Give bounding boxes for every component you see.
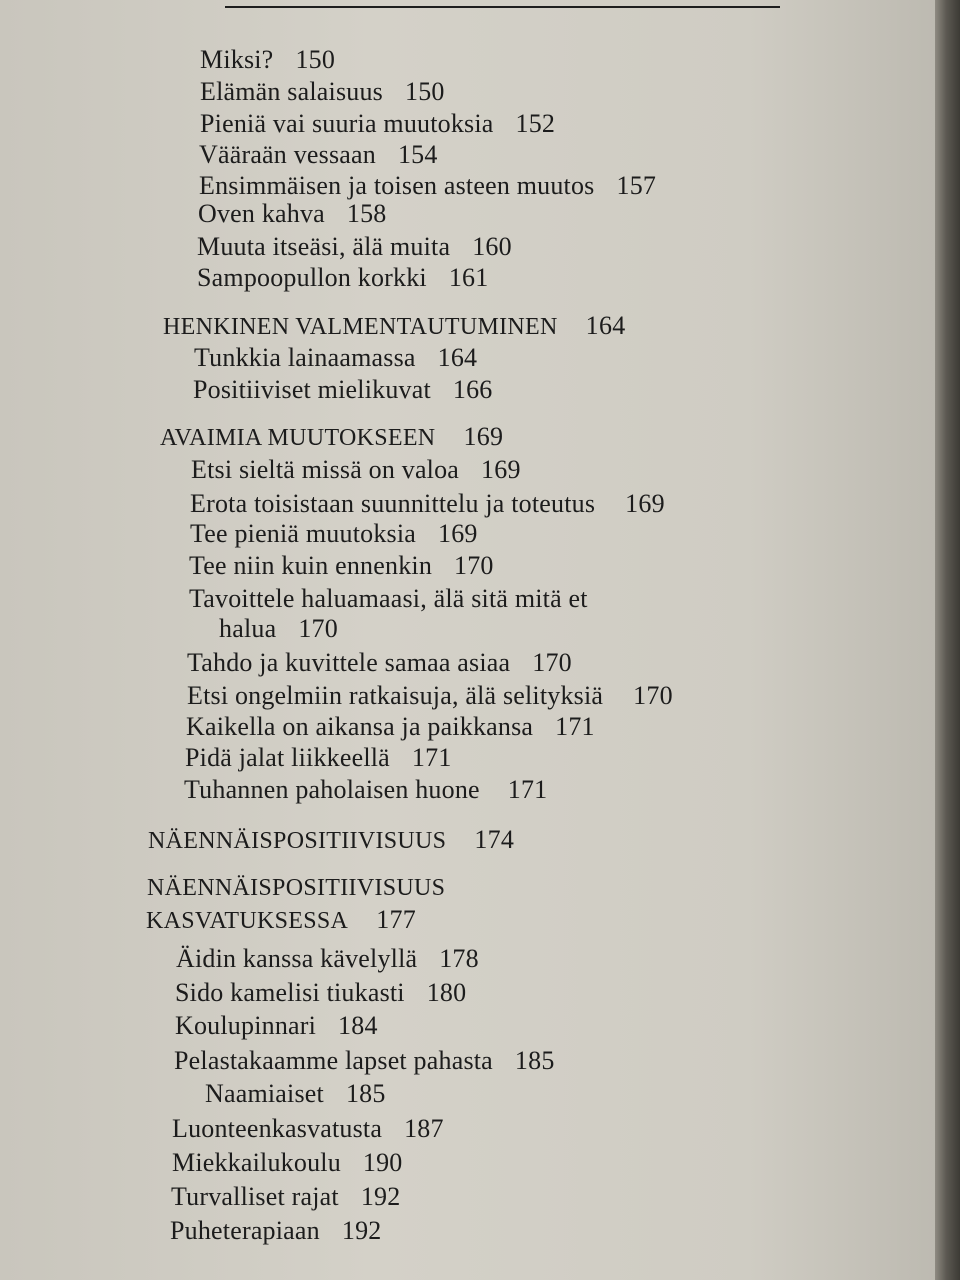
entry-title: Ensimmäisen ja toisen asteen muutos [199,171,595,200]
toc-entry [199,140,438,170]
entry-title: Positiiviset mielikuvat [193,375,431,404]
toc-entry [189,551,494,581]
heading-page: 177 [376,905,417,934]
entry-title: Pidä jalat liikkeellä [185,743,390,772]
entry-page: 170 [633,681,673,710]
entry-page: 169 [481,455,521,484]
entry-page: 170 [454,551,494,580]
heading-title: KASVATUKSESSA [146,908,349,934]
toc-entry [176,944,479,974]
toc-heading-henkinen-valmentautuminen [163,311,626,342]
entry-page: 169 [625,489,665,518]
toc-entry [189,584,588,614]
entry-title: Etsi sieltä missä on valoa [191,455,460,484]
toc-entry [190,519,478,549]
entry-title: Elämän salaisuus [200,77,383,106]
entry-page: 169 [438,519,478,548]
entry-page: 157 [616,171,657,200]
heading-title: HENKINEN VALMENTAUTUMINEN [163,314,558,340]
heading-page: 174 [474,825,515,854]
entry-title: Äidin kanssa kävelyllä [176,944,418,973]
toc-entry [194,343,477,373]
toc-entry [170,1216,381,1246]
toc-entry [191,455,521,485]
entry-title: Miekkailukoulu [172,1148,341,1177]
toc-heading-avaimia-muutokseen [160,422,503,453]
toc-entry [175,978,466,1008]
entry-title: halua [219,614,277,643]
entry-title: Kaikella on aikansa ja paikkansa [186,712,534,741]
entry-title: Vääraän vessaan [199,140,376,169]
toc-entry [197,232,512,262]
entry-title: Sido kamelisi tiukasti [175,978,405,1007]
toc-entry [200,109,555,139]
toc-entry [198,199,387,229]
toc-entry [175,1011,378,1041]
toc-entry [184,775,547,805]
toc-entry-continuation [219,614,338,644]
entry-page: 178 [439,944,479,973]
entry-page: 150 [295,45,336,74]
heading-page: 164 [585,311,626,340]
entry-title: Oven kahva [198,199,325,228]
toc-entry [171,1182,400,1212]
heading-title: NÄENNÄISPOSITIIVISUUS [147,875,446,901]
entry-page: 171 [555,712,595,741]
entry-page: 158 [346,199,387,228]
entry-title: Tavoittele haluamaasi, älä sitä mitä et [189,584,588,613]
entry-page: 154 [397,140,438,169]
toc-heading-naennaispositiivisuus [148,825,514,856]
toc-entry [187,681,673,711]
toc-entry [190,489,665,519]
entry-page: 152 [515,109,556,138]
entry-page: 187 [404,1114,444,1143]
toc-entry [187,648,572,678]
entry-page: 166 [452,375,493,404]
entry-page: 180 [426,978,467,1007]
entry-title: Pieniä vai suuria muutoksia [200,109,494,138]
toc-entry [200,45,335,75]
entry-title: Muuta itseäsi, älä muita [197,232,451,261]
entry-page: 150 [405,77,445,106]
heading-page: 169 [463,422,504,451]
entry-title: Tunkkia lainaamassa [194,343,416,372]
entry-page: 185 [345,1079,386,1108]
toc-entry [185,743,452,773]
entry-title: Tee pieniä muutoksia [190,519,417,548]
toc-entry [172,1114,444,1144]
entry-page: 185 [514,1046,555,1075]
toc-heading-kasvatuksessa-line2 [146,905,416,936]
entry-page: 190 [362,1148,403,1177]
toc-entry [199,171,656,201]
toc-entry [205,1079,386,1109]
toc-entry [186,712,595,742]
entry-title: Naamiaiset [205,1079,324,1108]
entry-title: Erota toisistaan suunnittelu ja toteutus [190,489,596,518]
toc-entry [174,1046,555,1076]
page-edge-shadow [935,0,960,1280]
entry-page: 170 [532,648,572,677]
toc-entry [197,263,488,293]
entry-page: 170 [298,614,338,643]
entry-title: Puheterapiaan [170,1216,320,1245]
entry-title: Sampoopullon korkki [197,263,427,292]
entry-title: Luonteenkasvatusta [172,1114,383,1143]
toc-heading-kasvatuksessa-line1 [147,873,445,903]
entry-title: Pelastakaamme lapset pahasta [174,1046,493,1075]
entry-title: Miksi? [200,45,274,74]
entry-title: Tahdo ja kuvittele samaa asiaa [187,648,511,677]
entry-page: 171 [411,743,452,772]
entry-title: Tee niin kuin ennenkin [189,551,433,580]
entry-page: 160 [472,232,512,261]
entry-title: Koulupinnari [175,1011,317,1040]
entry-page: 192 [341,1216,382,1245]
entry-page: 164 [437,343,478,372]
entry-page: 171 [507,775,548,804]
entry-title: Turvalliset rajat [171,1182,339,1211]
toc-entry [200,77,445,107]
heading-title: AVAIMIA MUUTOKSEEN [160,425,436,451]
toc-entry [193,375,493,405]
entry-title: Tuhannen paholaisen huone [184,775,480,804]
toc-entry [172,1148,403,1178]
entry-page: 192 [360,1182,401,1211]
heading-title: NÄENNÄISPOSITIIVISUUS [148,828,447,854]
entry-title: Etsi ongelmiin ratkaisuja, älä selityksiä [187,681,604,710]
entry-page: 161 [448,263,489,292]
entry-page: 184 [338,1011,378,1040]
